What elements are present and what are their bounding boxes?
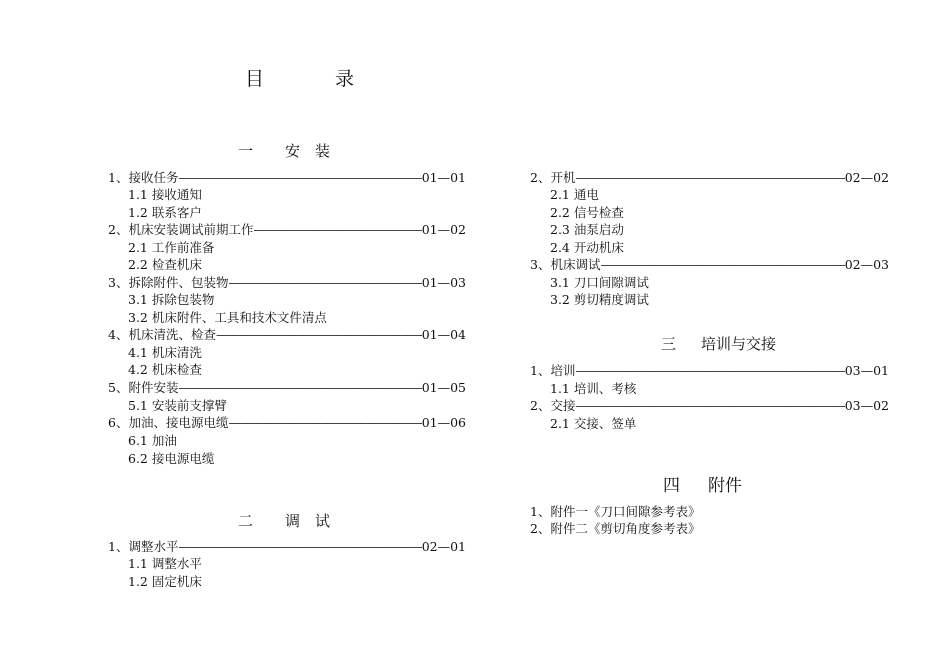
- leader-dashes: [178, 169, 421, 187]
- section-name-4: 附件: [708, 476, 742, 496]
- toc-entry-label: 1、接收任务: [108, 170, 179, 185]
- toc-sub-item[interactable]: 1.1 培训、考核: [550, 381, 637, 396]
- doc-title-left: 目: [245, 68, 265, 90]
- toc-entry-page: 01—01: [421, 170, 466, 185]
- toc-entry-page: 01—05: [421, 380, 466, 395]
- toc-entry-label: 5、附件安装: [108, 380, 179, 395]
- toc-entry-label: 3、拆除附件、包装物: [108, 275, 229, 290]
- toc-entry-install-4[interactable]: [108, 326, 466, 344]
- toc-entry-label: 2、交接: [530, 398, 576, 413]
- toc-entry-debug-1[interactable]: [108, 538, 466, 556]
- toc-entry-label: 1、调整水平: [108, 539, 179, 554]
- toc-entry-page: 03—01: [844, 363, 889, 378]
- toc-sub-item[interactable]: 5.1 安装前支撑臂: [128, 398, 227, 413]
- toc-sub-item[interactable]: 1.2 固定机床: [128, 574, 202, 589]
- toc-entry-training-1[interactable]: [530, 362, 889, 380]
- toc-sub-item[interactable]: 2.4 开动机床: [550, 240, 624, 255]
- attachment-item-2[interactable]: 2、附件二《剪切角度参考表》: [530, 521, 701, 536]
- toc-entry-page: 02—02: [844, 170, 889, 185]
- section-num-1: 一: [238, 142, 254, 160]
- toc-sub-item[interactable]: 1.1 调整水平: [128, 556, 202, 571]
- toc-sub-item[interactable]: 2.3 油泵启动: [550, 222, 624, 237]
- toc-entry-install-3[interactable]: [108, 274, 466, 292]
- attachment-item-1[interactable]: 1、附件一《刀口间隙参考表》: [530, 504, 701, 519]
- section-name-2: 调 试: [285, 512, 331, 530]
- toc-entry-debug-2[interactable]: [530, 169, 889, 187]
- toc-sub-item[interactable]: 2.2 信号检查: [550, 205, 624, 220]
- toc-entry-training-2[interactable]: [530, 397, 889, 415]
- toc-entry-page: 01—03: [421, 275, 466, 290]
- toc-sub-item[interactable]: 2.1 工作前准备: [128, 240, 215, 255]
- toc-sub-item[interactable]: 3.1 刀口间隙调试: [550, 275, 649, 290]
- toc-entry-page: 01—06: [421, 415, 466, 430]
- toc-entry-install-1[interactable]: [108, 169, 466, 187]
- section-name-3: 培训与交接: [701, 335, 777, 353]
- section-name-1: 安 装: [285, 142, 331, 160]
- toc-entry-install-2[interactable]: [108, 221, 466, 239]
- section-num-2: 二: [238, 512, 254, 530]
- toc-entry-page: 01—04: [421, 327, 466, 342]
- toc-entry-page: 03—02: [844, 398, 889, 413]
- toc-sub-item[interactable]: 3.2 机床附件、工具和技术文件清点: [128, 310, 327, 325]
- leader-dashes: [575, 397, 844, 415]
- leader-dashes: [178, 538, 421, 556]
- toc-entry-label: 2、开机: [530, 170, 576, 185]
- toc-sub-item[interactable]: 1.2 联系客户: [128, 205, 202, 220]
- toc-entry-debug-3[interactable]: [530, 256, 889, 274]
- doc-title-right: 录: [335, 68, 355, 90]
- toc-entry-page: 01—02: [421, 222, 466, 237]
- toc-sub-item[interactable]: 6.1 加油: [128, 433, 177, 448]
- leader-dashes: [575, 169, 844, 187]
- toc-entry-label: 4、机床清洗、检查: [108, 327, 216, 342]
- toc-sub-item[interactable]: 4.1 机床清洗: [128, 345, 202, 360]
- toc-sub-item[interactable]: 2.2 检查机床: [128, 257, 202, 272]
- toc-sub-item[interactable]: 2.1 交接、签单: [550, 416, 637, 431]
- toc-sub-item[interactable]: 3.2 剪切精度调试: [550, 292, 649, 307]
- toc-entry-label: 6、加油、接电源电缆: [108, 415, 229, 430]
- leader-dashes: [575, 362, 844, 380]
- leader-dashes: [228, 274, 421, 292]
- toc-entry-install-6[interactable]: [108, 414, 466, 432]
- toc-sub-item[interactable]: 3.1 拆除包装物: [128, 292, 215, 307]
- toc-entry-label: 3、机床调试: [530, 257, 601, 272]
- toc-entry-install-5[interactable]: [108, 379, 466, 397]
- toc-sub-item[interactable]: 6.2 接电源电缆: [128, 451, 215, 466]
- leader-dashes: [228, 414, 421, 432]
- toc-entry-label: 2、机床安装调试前期工作: [108, 222, 254, 237]
- toc-entry-page: 02—03: [844, 257, 889, 272]
- leader-dashes: [178, 379, 421, 397]
- toc-sub-item[interactable]: 2.1 通电: [550, 187, 599, 202]
- toc-sub-item[interactable]: 1.1 接收通知: [128, 187, 202, 202]
- section-num-3: 三: [661, 335, 677, 353]
- toc-entry-page: 02—01: [421, 539, 466, 554]
- leader-dashes: [216, 326, 422, 344]
- leader-dashes: [253, 221, 421, 239]
- toc-sub-item[interactable]: 4.2 机床检查: [128, 362, 202, 377]
- section-num-4: 四: [663, 476, 680, 496]
- leader-dashes: [600, 256, 844, 274]
- toc-entry-label: 1、培训: [530, 363, 576, 378]
